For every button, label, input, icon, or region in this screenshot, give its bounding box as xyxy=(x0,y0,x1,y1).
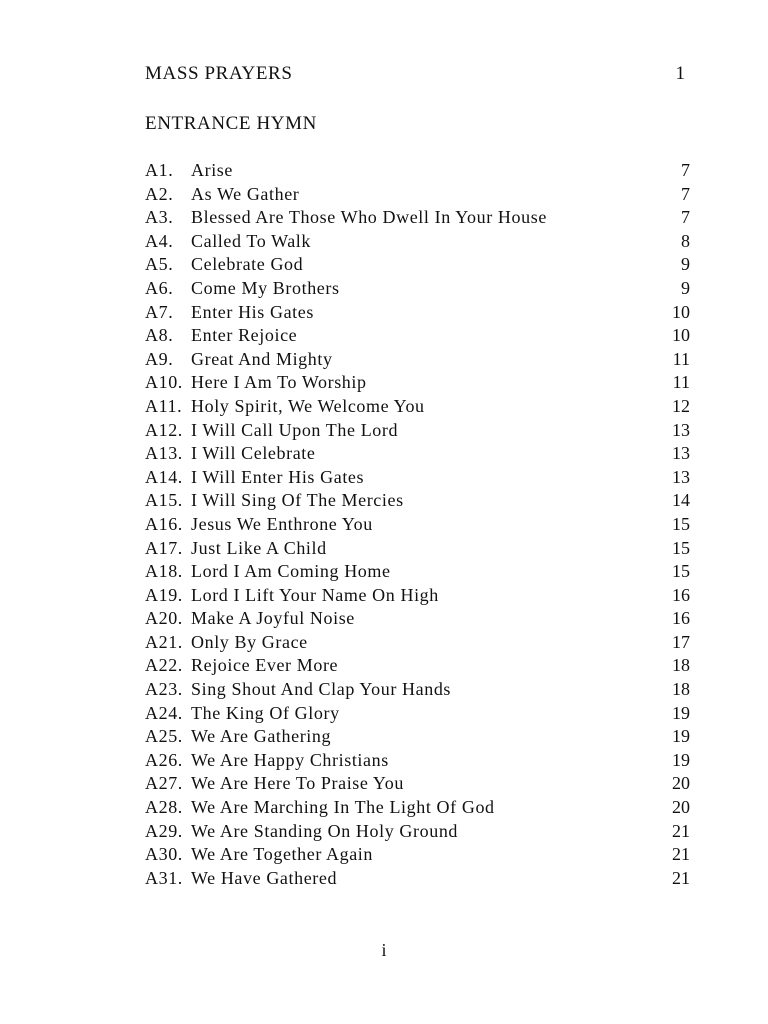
toc-entry-page: 7 xyxy=(681,160,690,180)
toc-entry xyxy=(145,396,690,420)
toc-entry-title: Holy Spirit, We Welcome You xyxy=(191,395,425,416)
toc-entry xyxy=(145,655,690,679)
toc-entry-code: A19. xyxy=(145,584,183,605)
mass-prayers-title: MASS PRAYERS xyxy=(145,63,293,84)
toc-entry-page: 21 xyxy=(672,820,690,841)
toc-entry-code: A14. xyxy=(145,466,183,487)
toc-entry xyxy=(145,514,690,538)
toc-entry-code: A18. xyxy=(145,561,183,582)
toc-entry-title: As We Gather xyxy=(191,183,300,204)
toc-entry xyxy=(145,561,690,585)
toc-entry-page: 13 xyxy=(672,419,690,440)
toc-entry xyxy=(145,231,690,255)
toc-entry xyxy=(145,467,690,491)
toc-entry-title: We Are Here To Praise You xyxy=(191,773,404,794)
toc-entry-code: A13. xyxy=(145,443,183,464)
toc-entry xyxy=(145,726,690,750)
toc-entry-page: 7 xyxy=(681,183,690,204)
toc-entry-code: A20. xyxy=(145,608,183,629)
toc-entry-title: Lord I Am Coming Home xyxy=(191,561,391,582)
toc-entry-code: A31. xyxy=(145,867,183,888)
toc-entry-title: I Will Sing Of The Mercies xyxy=(191,490,404,511)
toc-entry xyxy=(145,821,690,845)
toc-entry-title: We Are Together Again xyxy=(191,844,374,865)
toc-entry-code: A21. xyxy=(145,631,183,652)
toc-entry-title: Come My Brothers xyxy=(191,277,340,298)
toc-entry xyxy=(145,184,690,208)
toc-entry xyxy=(145,608,690,632)
toc-entry-code: A27. xyxy=(145,773,183,794)
toc-entry-code: A29. xyxy=(145,820,183,841)
toc-entry-code: A25. xyxy=(145,726,183,747)
toc-entry-code: A30. xyxy=(145,844,183,865)
toc-entry-page: 18 xyxy=(672,679,690,700)
toc-entry-title: Enter Rejoice xyxy=(191,325,298,346)
toc-entry xyxy=(145,538,690,562)
toc-entry-title: Jesus We Enthrone You xyxy=(191,513,373,534)
toc-entry-code: A6. xyxy=(145,277,174,298)
toc-entry xyxy=(145,254,690,278)
toc-entry xyxy=(145,750,690,774)
toc-entry-page: 15 xyxy=(672,537,690,558)
mass-prayers-page: 1 xyxy=(675,63,685,84)
toc-entry-title: We Are Gathering xyxy=(191,726,332,747)
page-number-footer: i xyxy=(381,940,387,960)
toc-entry xyxy=(145,160,690,184)
toc-entry-page: 20 xyxy=(672,773,690,794)
toc-entry-title: Sing Shout And Clap Your Hands xyxy=(191,679,452,700)
toc-entry-page: 13 xyxy=(672,443,690,464)
toc-entry-page: 10 xyxy=(672,301,690,322)
toc-entry-page: 13 xyxy=(672,466,690,487)
toc-entry-code: A2. xyxy=(145,183,174,204)
toc-entry-page: 12 xyxy=(672,395,690,416)
toc-entry xyxy=(145,349,690,373)
toc-entry xyxy=(145,325,690,349)
toc-entry-page: 14 xyxy=(672,490,690,511)
toc-entry-page: 11 xyxy=(672,348,690,369)
toc-entry-page: 9 xyxy=(681,277,690,298)
toc-entry-list xyxy=(145,160,690,891)
toc-entry-code: A23. xyxy=(145,679,183,700)
toc-entry-title: Enter His Gates xyxy=(191,301,314,322)
toc-entry-page: 19 xyxy=(672,702,690,723)
toc-entry-code: A10. xyxy=(145,372,183,393)
toc-entry-code: A26. xyxy=(145,749,183,770)
toc-entry-code: A8. xyxy=(145,325,174,346)
toc-entry-page: 18 xyxy=(672,655,690,676)
toc-entry-code: A1. xyxy=(145,160,174,180)
toc-entry xyxy=(145,844,690,868)
toc-entry xyxy=(145,490,690,514)
toc-entry xyxy=(145,420,690,444)
toc-entry-page: 21 xyxy=(672,844,690,865)
toc-entry xyxy=(145,278,690,302)
toc-entry xyxy=(145,302,690,326)
toc-entry-page: 19 xyxy=(672,749,690,770)
toc-entry-title: I Will Celebrate xyxy=(191,443,316,464)
section-heading-entrance-hymn: ENTRANCE HYMN xyxy=(145,113,317,134)
toc-entry-title: We Are Happy Christians xyxy=(191,749,389,770)
toc-entry-page: 16 xyxy=(672,584,690,605)
toc-entry xyxy=(145,372,690,396)
toc-entry xyxy=(145,207,690,231)
toc-entry xyxy=(145,703,690,727)
toc-entry-code: A11. xyxy=(145,395,183,416)
toc-entry-page: 20 xyxy=(672,797,690,818)
toc-entry xyxy=(145,585,690,609)
toc-entry xyxy=(145,868,690,892)
toc-entry-page: 8 xyxy=(681,230,690,251)
toc-entry-title: Rejoice Ever More xyxy=(191,655,339,676)
toc-entry-page: 19 xyxy=(672,726,690,747)
toc-entry-code: A24. xyxy=(145,702,183,723)
toc-entry-title: Great And Mighty xyxy=(191,348,333,369)
toc-entry-code: A15. xyxy=(145,490,183,511)
toc-entry xyxy=(145,773,690,797)
toc-entry-title: Only By Grace xyxy=(191,631,308,652)
toc-entry-title: We Are Standing On Holy Ground xyxy=(191,820,459,841)
toc-entry-page: 7 xyxy=(681,207,690,228)
toc-entry-title: Celebrate God xyxy=(191,254,304,275)
toc-entry-title: The King Of Glory xyxy=(191,702,340,723)
toc-entry xyxy=(145,679,690,703)
toc-entry-title: Blessed Are Those Who Dwell In Your House xyxy=(191,207,547,228)
toc-entry-page: 17 xyxy=(672,631,690,652)
toc-entry-code: A7. xyxy=(145,301,174,322)
toc-entry-code: A5. xyxy=(145,254,174,275)
toc-entry-title: Make A Joyful Noise xyxy=(191,608,355,629)
toc-entry-title: I Will Enter His Gates xyxy=(191,466,365,487)
toc-entry xyxy=(145,797,690,821)
toc-entry-title: I Will Call Upon The Lord xyxy=(191,419,399,440)
toc-entry-code: A4. xyxy=(145,230,174,251)
toc-row-mass-prayers xyxy=(145,63,685,85)
toc-entry-page: 10 xyxy=(672,325,690,346)
toc-entry-title: Just Like A Child xyxy=(191,537,327,558)
toc-entry-title: Lord I Lift Your Name On High xyxy=(191,584,439,605)
toc-entry-page: 15 xyxy=(672,513,690,534)
toc-entry-page: 15 xyxy=(672,561,690,582)
toc-entry-code: A22. xyxy=(145,655,183,676)
toc-entry-title: We Are Marching In The Light Of God xyxy=(191,797,495,818)
toc-entry-page: 11 xyxy=(672,372,690,393)
toc-entry-page: 21 xyxy=(672,867,690,888)
toc-entry-code: A16. xyxy=(145,513,183,534)
toc-entry xyxy=(145,443,690,467)
toc-entry-code: A3. xyxy=(145,207,174,228)
toc-entry-code: A9. xyxy=(145,348,174,369)
toc-entry-title: We Have Gathered xyxy=(191,867,338,888)
toc-entry xyxy=(145,632,690,656)
toc-entry-title: Arise xyxy=(191,160,233,180)
toc-entry-code: A12. xyxy=(145,419,183,440)
toc-entry-title: Called To Walk xyxy=(191,230,312,251)
toc-entry-code: A28. xyxy=(145,797,183,818)
toc-entry-title: Here I Am To Worship xyxy=(191,372,367,393)
toc-entry-page: 9 xyxy=(681,254,690,275)
toc-entry-page: 16 xyxy=(672,608,690,629)
toc-entry-code: A17. xyxy=(145,537,183,558)
